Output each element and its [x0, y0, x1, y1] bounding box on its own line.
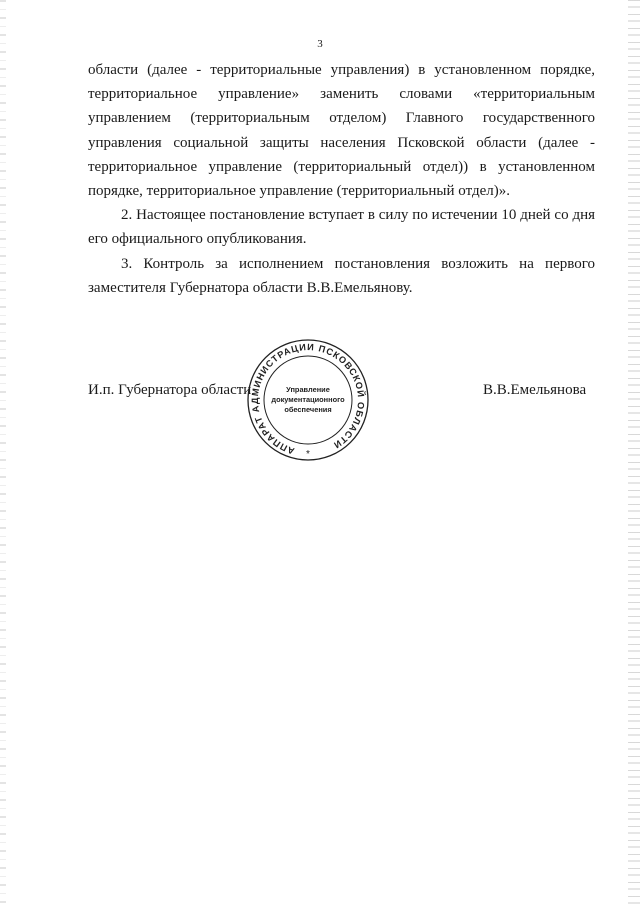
seal-center-line3: обеспечения	[284, 405, 332, 414]
seal-center-line1: Управление	[286, 385, 330, 394]
paragraph-2: 2. Настоящее постановление вступает в силу по истечении 10 дней со дня его официального опубликования.	[88, 207, 595, 248]
paragraph-3: 3. Контроль за исполнением постановления возложить на первого заместителя Губернатора области В.В.Емельянову.	[88, 255, 595, 296]
signatory-name: В.В.Емельянова	[483, 382, 587, 398]
scan-edge-right	[628, 0, 640, 905]
seal-ring-text: АППАРАТ АДМИНИСТРАЦИИ ПСКОВСКОЙ ОБЛАСТИ	[249, 342, 367, 457]
signatory-position: И.п. Губернатора области	[88, 382, 252, 398]
official-seal	[236, 338, 380, 462]
scan-edge-left	[0, 0, 6, 905]
seal-center-line2: документационного	[271, 395, 345, 404]
paragraph-continuation: области (далее - территориальные управления) в установленном порядке, территориальное управление» заменить словами «территориальным управлением (территориальным отделом) Главного государственного управления социальной защиты населения Псковской области (далее - территориальное управление (территориальный отдел)) в установленном порядке, территориальное управление (территориальный отдел)».	[88, 62, 595, 200]
seal-star: *	[306, 449, 310, 460]
page-number: 3	[317, 38, 323, 50]
document-body	[88, 58, 595, 300]
